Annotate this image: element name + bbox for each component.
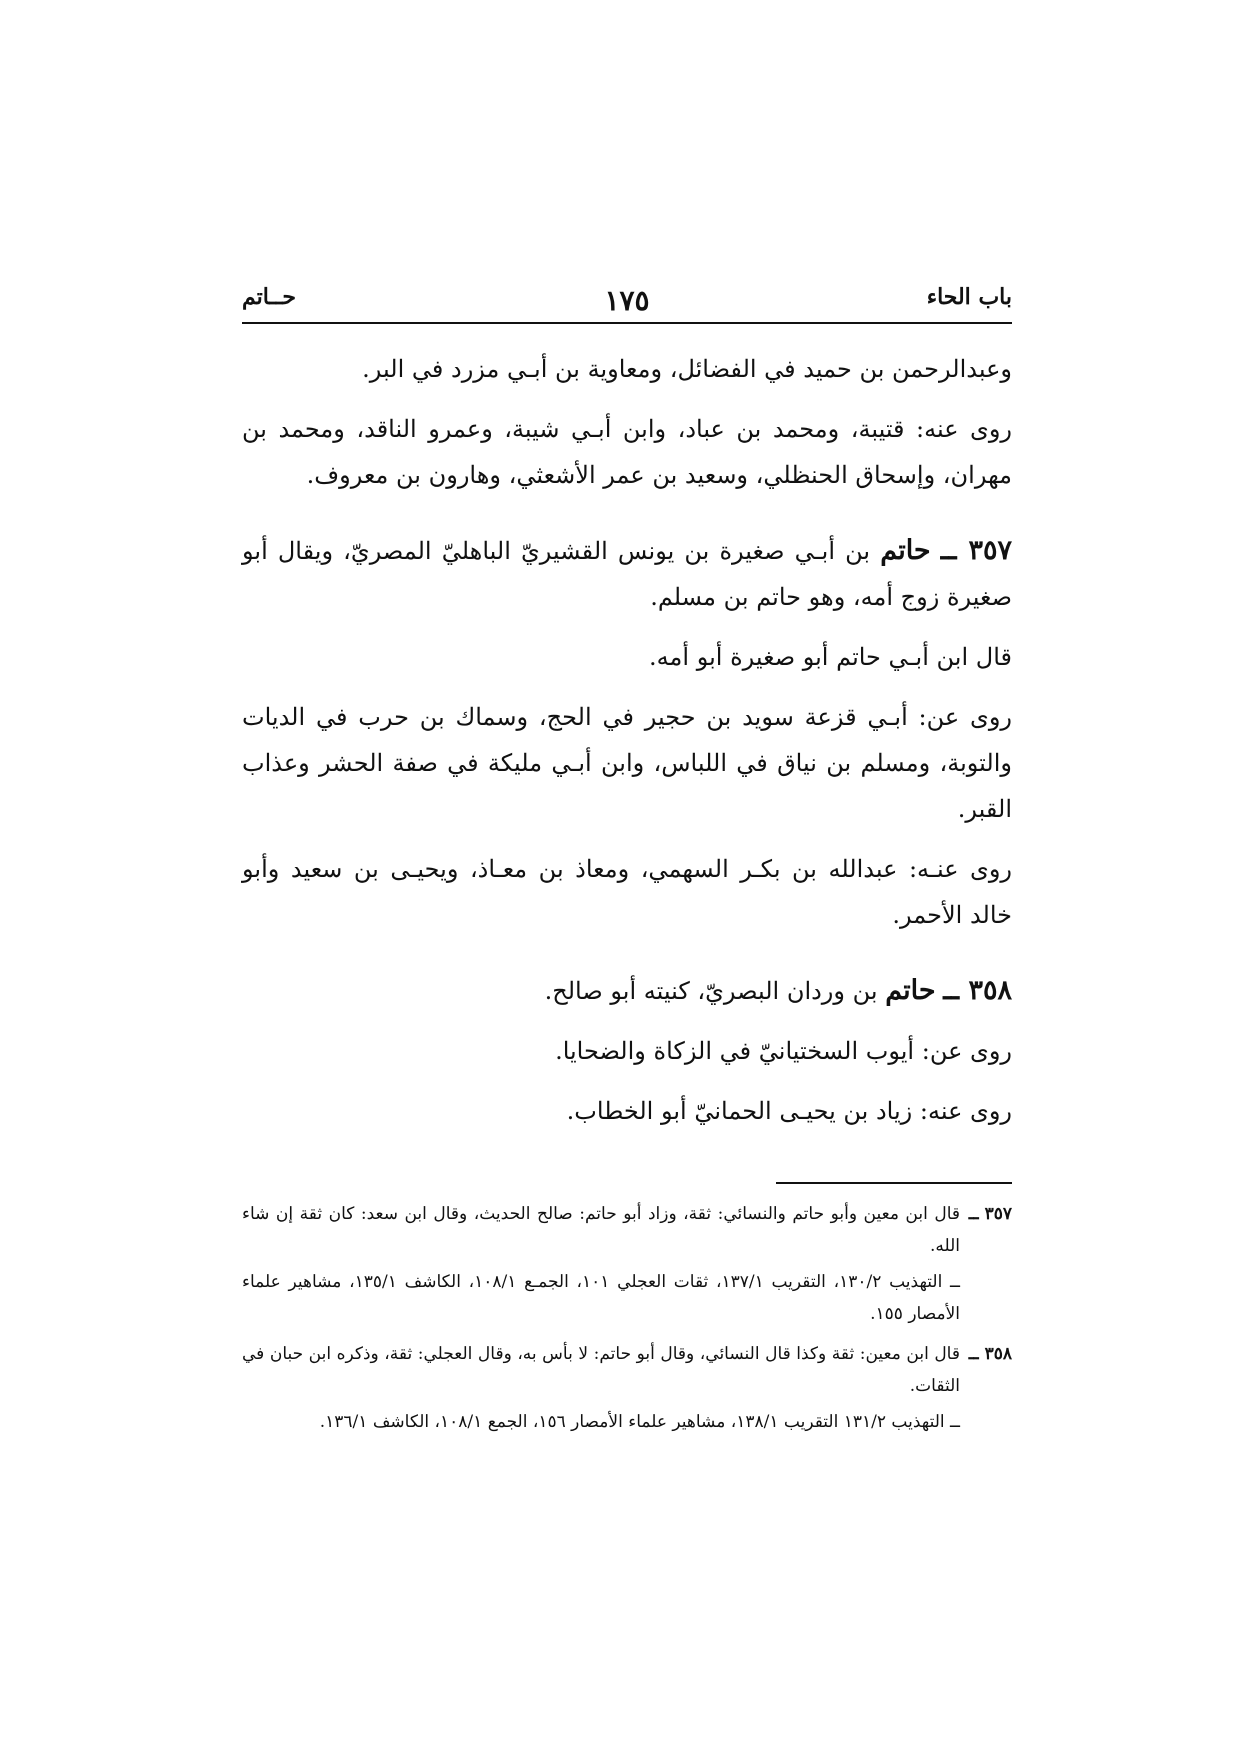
footnote-body — [242, 1338, 960, 1442]
footnote-358 — [242, 1338, 1012, 1442]
footnote-number: ٣٥٧ ــ — [968, 1204, 1012, 1224]
entry-text: بن وردان البصريّ، كنيته أبو صالح. — [544, 977, 886, 1005]
entry-name: حاتم — [880, 535, 931, 566]
paragraph: روى عنه: قتيبة، ومحمد بن عباد، وابن أبـي شيبة، وعمرو الناقد، ومحمد بن مهران، وإسحاق الحنظلي، وسعيد بن عمر الأشعثي، وهارون بن معروف. — [242, 415, 1012, 489]
entry-number: ٣٥٨ ــ — [943, 975, 1012, 1006]
footnote-357 — [242, 1198, 1012, 1334]
paragraph: روى عنـه: عبدالله بن بكـر السهمي، ومعاذ بن معـاذ، ويحيـى بن سعيد وأبو خالد الأحمر. — [242, 855, 1012, 929]
footnotes — [242, 1198, 1012, 1442]
main-text — [242, 346, 1012, 1134]
footnote-references: ــ التهذيب ١٣١/٢ التقريب ١٣٨/١، مشاهير علماء الأمصار ١٥٦، الجمع ١٠٨/١، الكاشف ١٣٦/١. — [319, 1412, 960, 1432]
page-number: ١٧٥ — [604, 284, 650, 317]
paragraph: روى عن: أبـي قزعة سويد بن حجير في الحج، وسماك بن حرب في الديات والتوبة، ومسلم بن نياق في اللباس، وابن أبـي مليكة في صفة الحشر وعذاب القبر. — [242, 703, 1012, 823]
book-page — [242, 282, 1012, 1446]
paragraph: قال ابن أبـي حاتم أبو صغيرة أبو أمه. — [649, 643, 1012, 671]
entry-358 — [482, 968, 1012, 1014]
paragraph: وعبدالرحمن بن حميد في الفضائل، ومعاوية بن أبـي مزرد في البر. — [362, 355, 1012, 383]
footnote-body — [242, 1198, 960, 1334]
footnote-text: قال ابن معين: ثقة وكذا قال النسائي، وقال أبو حاتم: لا بأس به، وقال العجلي: ثقة، وذكره ابن حبان في الثقات. — [242, 1344, 960, 1396]
section-title: حــاتم — [242, 284, 296, 310]
running-header — [242, 282, 1012, 324]
footnote-number: ٣٥٨ ــ — [968, 1344, 1012, 1364]
chapter-title: باب الحاء — [926, 284, 1012, 310]
entry-name: حاتم — [885, 975, 936, 1006]
entry-number: ٣٥٧ ــ — [940, 535, 1012, 566]
footnote-divider — [776, 1182, 1012, 1184]
entry-357 — [242, 528, 1012, 620]
paragraph: روى عنه: زياد بن يحيـى الحمانيّ أبو الخطاب. — [566, 1097, 1012, 1125]
paragraph: روى عن: أيوب السختيانيّ في الزكاة والضحايا. — [555, 1037, 1012, 1065]
footnote-text: قال ابن معين وأبو حاتم والنسائي: ثقة، وزاد أبو حاتم: صالح الحديث، وقال ابن سعد: كان ثقة إن شاء الله. — [242, 1204, 960, 1256]
footnote-references: ــ التهذيب ١٣٠/٢، التقريب ١٣٧/١، ثقات العجلي ١٠١، الجمـع ١٠٨/١، الكاشف ١٣٥/١، مشاهير علماء الأمصار ١٥٥. — [242, 1272, 960, 1324]
entry-text: بن أبـي صغيرة بن يونس القشيريّ الباهليّ المصريّ، ويقال أبو صغيرة زوج أمه، وهو حاتم بن مسلم. — [242, 537, 1012, 611]
